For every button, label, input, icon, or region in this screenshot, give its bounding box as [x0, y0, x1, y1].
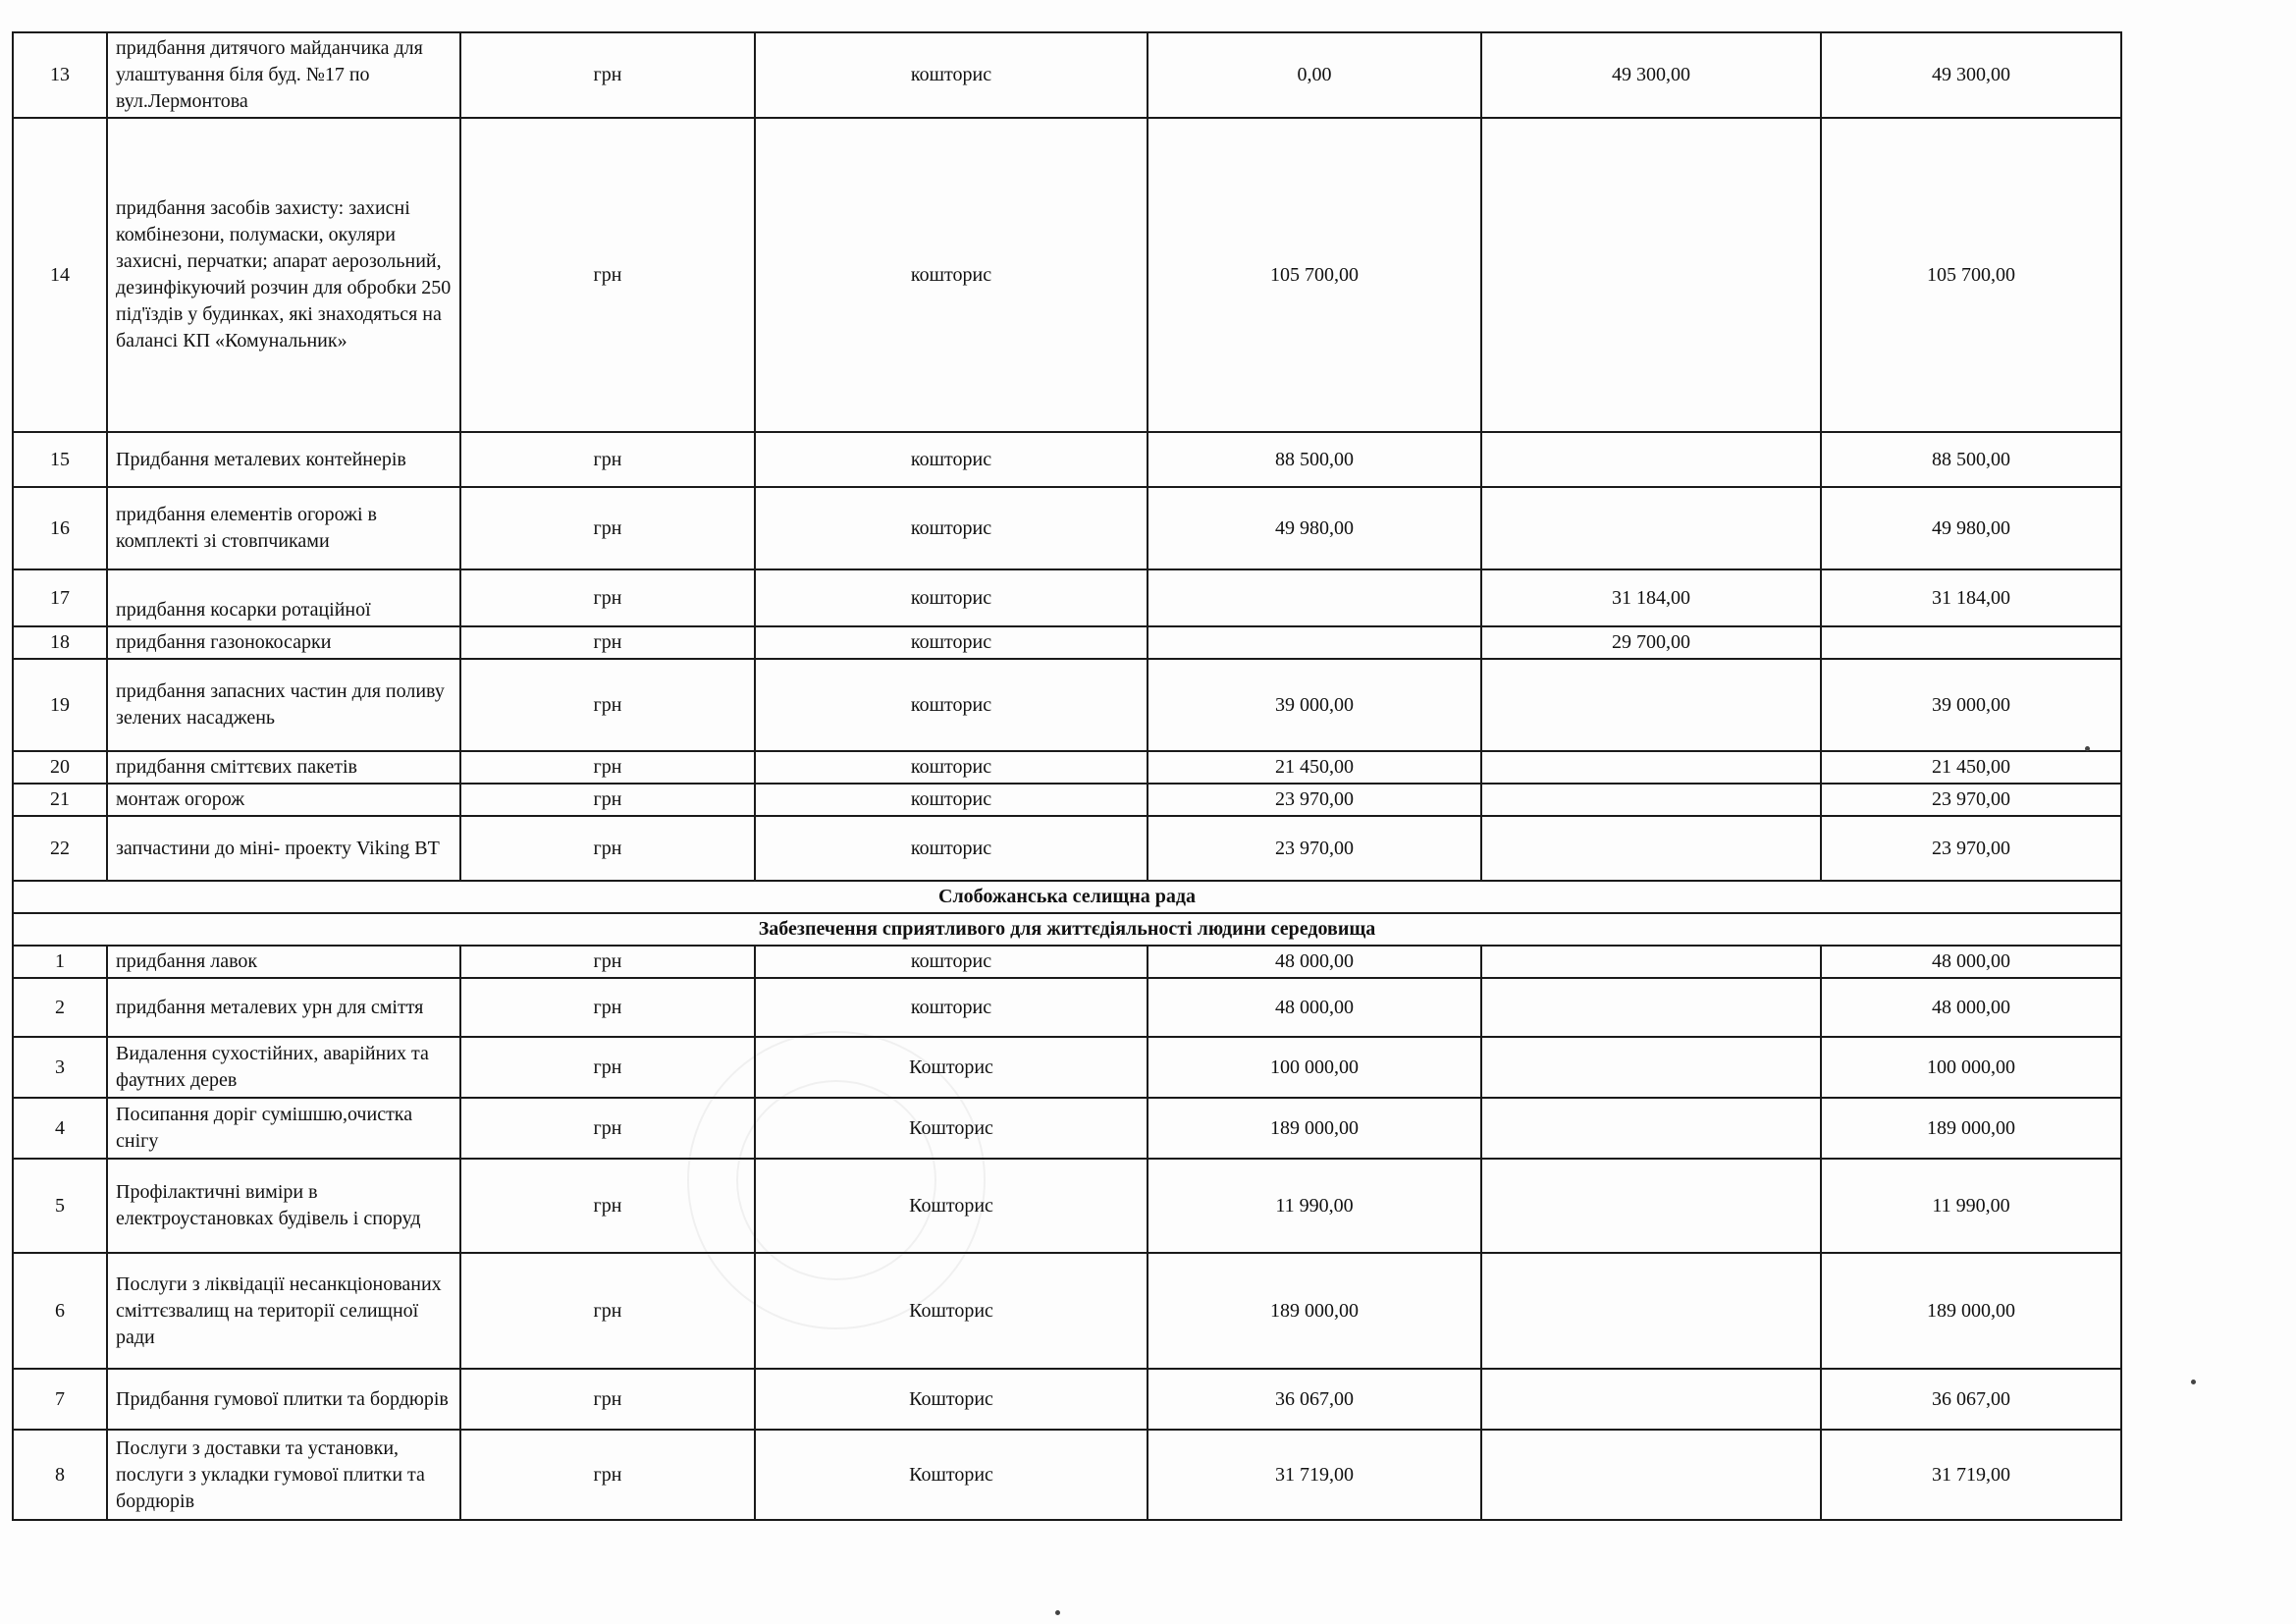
table-row — [13, 659, 2121, 751]
table-row — [13, 32, 2121, 118]
section-row — [13, 881, 2121, 913]
unit-cell: грн — [460, 1430, 755, 1520]
value-1: 49 980,00 — [1148, 487, 1481, 569]
item-name: Придбання гумової плитки та бордюрів — [107, 1369, 460, 1430]
source-cell: Кошторис — [755, 1159, 1148, 1253]
source-cell: Кошторис — [755, 1037, 1148, 1098]
table-row — [13, 1098, 2121, 1159]
source-cell: кошторис — [755, 784, 1148, 816]
row-number: 14 — [13, 118, 107, 432]
value-1: 105 700,00 — [1148, 118, 1481, 432]
row-number: 6 — [13, 1253, 107, 1369]
unit-cell: грн — [460, 1369, 755, 1430]
item-name: придбання засобів захисту: захисні комбінезони, полумаски, окуляри захисні, перчатки; апарат аерозольний, дезинфікуючий розчин для обробки 250 під'їздів у будинках, які знаходяться на балансі КП «Комунальник» — [107, 118, 460, 432]
section-row — [13, 913, 2121, 946]
unit-cell: грн — [460, 1037, 755, 1098]
row-number: 17 — [13, 569, 107, 626]
unit-cell: грн — [460, 32, 755, 118]
source-cell: кошторис — [755, 32, 1148, 118]
value-total: 49 300,00 — [1821, 32, 2121, 118]
value-2 — [1481, 1037, 1821, 1098]
item-name: придбання лавок — [107, 946, 460, 978]
row-number: 19 — [13, 659, 107, 751]
item-name: придбання сміттєвих пакетів — [107, 751, 460, 784]
value-2 — [1481, 1253, 1821, 1369]
section-title: Слобожанська селищна рада — [13, 881, 2121, 913]
item-name: Профілактичні виміри в електроустановках будівель і споруд — [107, 1159, 460, 1253]
value-1: 11 990,00 — [1148, 1159, 1481, 1253]
source-cell: Кошторис — [755, 1430, 1148, 1520]
value-2 — [1481, 978, 1821, 1037]
value-total: 189 000,00 — [1821, 1253, 2121, 1369]
table-row — [13, 1369, 2121, 1430]
value-2 — [1481, 1098, 1821, 1159]
value-1: 23 970,00 — [1148, 816, 1481, 881]
item-name: придбання газонокосарки — [107, 626, 460, 659]
table-row — [13, 487, 2121, 569]
row-number: 21 — [13, 784, 107, 816]
value-total: 48 000,00 — [1821, 978, 2121, 1037]
scan-speck — [1055, 1610, 1060, 1615]
unit-cell: грн — [460, 432, 755, 487]
value-total: 11 990,00 — [1821, 1159, 2121, 1253]
table-row — [13, 118, 2121, 432]
unit-cell: грн — [460, 1098, 755, 1159]
value-2 — [1481, 659, 1821, 751]
value-1: 88 500,00 — [1148, 432, 1481, 487]
budget-table — [12, 31, 2122, 1521]
source-cell: кошторис — [755, 432, 1148, 487]
unit-cell: грн — [460, 1253, 755, 1369]
value-1: 189 000,00 — [1148, 1253, 1481, 1369]
value-2 — [1481, 487, 1821, 569]
source-cell: кошторис — [755, 751, 1148, 784]
item-name: Послуги з доставки та установки, послуги з укладки гумової плитки та бордюрів — [107, 1430, 460, 1520]
value-total: 23 970,00 — [1821, 816, 2121, 881]
row-number: 4 — [13, 1098, 107, 1159]
table-row — [13, 978, 2121, 1037]
value-total: 36 067,00 — [1821, 1369, 2121, 1430]
item-name: Посипання доріг сумішшю,очистка снігу — [107, 1098, 460, 1159]
unit-cell: грн — [460, 659, 755, 751]
row-number: 20 — [13, 751, 107, 784]
row-number: 5 — [13, 1159, 107, 1253]
unit-cell: грн — [460, 978, 755, 1037]
value-1 — [1148, 626, 1481, 659]
unit-cell: грн — [460, 1159, 755, 1253]
value-total: 31 719,00 — [1821, 1430, 2121, 1520]
source-cell: Кошторис — [755, 1253, 1148, 1369]
value-2 — [1481, 1430, 1821, 1520]
source-cell: кошторис — [755, 118, 1148, 432]
item-name: запчастини до міні- проекту Viking BT — [107, 816, 460, 881]
table-row — [13, 432, 2121, 487]
value-2 — [1481, 118, 1821, 432]
value-1: 0,00 — [1148, 32, 1481, 118]
table-row — [13, 816, 2121, 881]
item-name: придбання елементів огорожі в комплекті зі стовпчиками — [107, 487, 460, 569]
value-2 — [1481, 1159, 1821, 1253]
source-cell: кошторис — [755, 816, 1148, 881]
value-total: 31 184,00 — [1821, 569, 2121, 626]
value-1: 31 719,00 — [1148, 1430, 1481, 1520]
item-name: Послуги з ліквідації несанкціонованих сміттєзвалищ на території селищної ради — [107, 1253, 460, 1369]
value-2: 29 700,00 — [1481, 626, 1821, 659]
table-row — [13, 946, 2121, 978]
value-1: 39 000,00 — [1148, 659, 1481, 751]
unit-cell: грн — [460, 118, 755, 432]
value-1: 36 067,00 — [1148, 1369, 1481, 1430]
value-1: 48 000,00 — [1148, 978, 1481, 1037]
value-2 — [1481, 432, 1821, 487]
table-row — [13, 784, 2121, 816]
scan-speck — [2085, 746, 2090, 751]
source-cell: кошторис — [755, 569, 1148, 626]
value-1: 189 000,00 — [1148, 1098, 1481, 1159]
value-total: 88 500,00 — [1821, 432, 2121, 487]
table-row — [13, 1430, 2121, 1520]
table-row — [13, 751, 2121, 784]
value-total — [1821, 626, 2121, 659]
value-2 — [1481, 1369, 1821, 1430]
value-1: 100 000,00 — [1148, 1037, 1481, 1098]
value-total: 49 980,00 — [1821, 487, 2121, 569]
value-total: 21 450,00 — [1821, 751, 2121, 784]
row-number: 18 — [13, 626, 107, 659]
row-number: 16 — [13, 487, 107, 569]
unit-cell: грн — [460, 569, 755, 626]
value-1: 23 970,00 — [1148, 784, 1481, 816]
unit-cell: грн — [460, 751, 755, 784]
item-name: монтаж огорож — [107, 784, 460, 816]
value-2 — [1481, 751, 1821, 784]
row-number: 15 — [13, 432, 107, 487]
scan-speck — [2191, 1380, 2196, 1384]
source-cell: кошторис — [755, 978, 1148, 1037]
value-2: 31 184,00 — [1481, 569, 1821, 626]
value-total: 23 970,00 — [1821, 784, 2121, 816]
row-number: 13 — [13, 32, 107, 118]
value-2 — [1481, 946, 1821, 978]
item-name: придбання запасних частин для поливу зелених насаджень — [107, 659, 460, 751]
item-name: придбання косарки ротаційної — [107, 569, 460, 626]
item-name: Придбання металевих контейнерів — [107, 432, 460, 487]
source-cell: Кошторис — [755, 1098, 1148, 1159]
value-total: 100 000,00 — [1821, 1037, 2121, 1098]
value-total: 48 000,00 — [1821, 946, 2121, 978]
section-subtitle: Забезпечення сприятливого для життєдіяльності людини середовища — [13, 913, 2121, 946]
row-number: 7 — [13, 1369, 107, 1430]
source-cell: кошторис — [755, 946, 1148, 978]
value-2 — [1481, 784, 1821, 816]
value-1: 48 000,00 — [1148, 946, 1481, 978]
item-name: Видалення сухостійних, аварійних та фаутних дерев — [107, 1037, 460, 1098]
row-number: 2 — [13, 978, 107, 1037]
value-total: 105 700,00 — [1821, 118, 2121, 432]
value-total: 189 000,00 — [1821, 1098, 2121, 1159]
unit-cell: грн — [460, 487, 755, 569]
table-row — [13, 569, 2121, 626]
value-2: 49 300,00 — [1481, 32, 1821, 118]
unit-cell: грн — [460, 626, 755, 659]
item-name: придбання металевих урн для сміття — [107, 978, 460, 1037]
table-row — [13, 1159, 2121, 1253]
table-row — [13, 626, 2121, 659]
source-cell: Кошторис — [755, 1369, 1148, 1430]
row-number: 22 — [13, 816, 107, 881]
item-name: придбання дитячого майданчика для улаштування біля буд. №17 по вул.Лермонтова — [107, 32, 460, 118]
value-1: 21 450,00 — [1148, 751, 1481, 784]
table-row — [13, 1037, 2121, 1098]
row-number: 1 — [13, 946, 107, 978]
source-cell: кошторис — [755, 659, 1148, 751]
value-1 — [1148, 569, 1481, 626]
value-2 — [1481, 816, 1821, 881]
unit-cell: грн — [460, 946, 755, 978]
unit-cell: грн — [460, 816, 755, 881]
source-cell: кошторис — [755, 626, 1148, 659]
source-cell: кошторис — [755, 487, 1148, 569]
row-number: 8 — [13, 1430, 107, 1520]
row-number: 3 — [13, 1037, 107, 1098]
value-total: 39 000,00 — [1821, 659, 2121, 751]
table-row — [13, 1253, 2121, 1369]
unit-cell: грн — [460, 784, 755, 816]
